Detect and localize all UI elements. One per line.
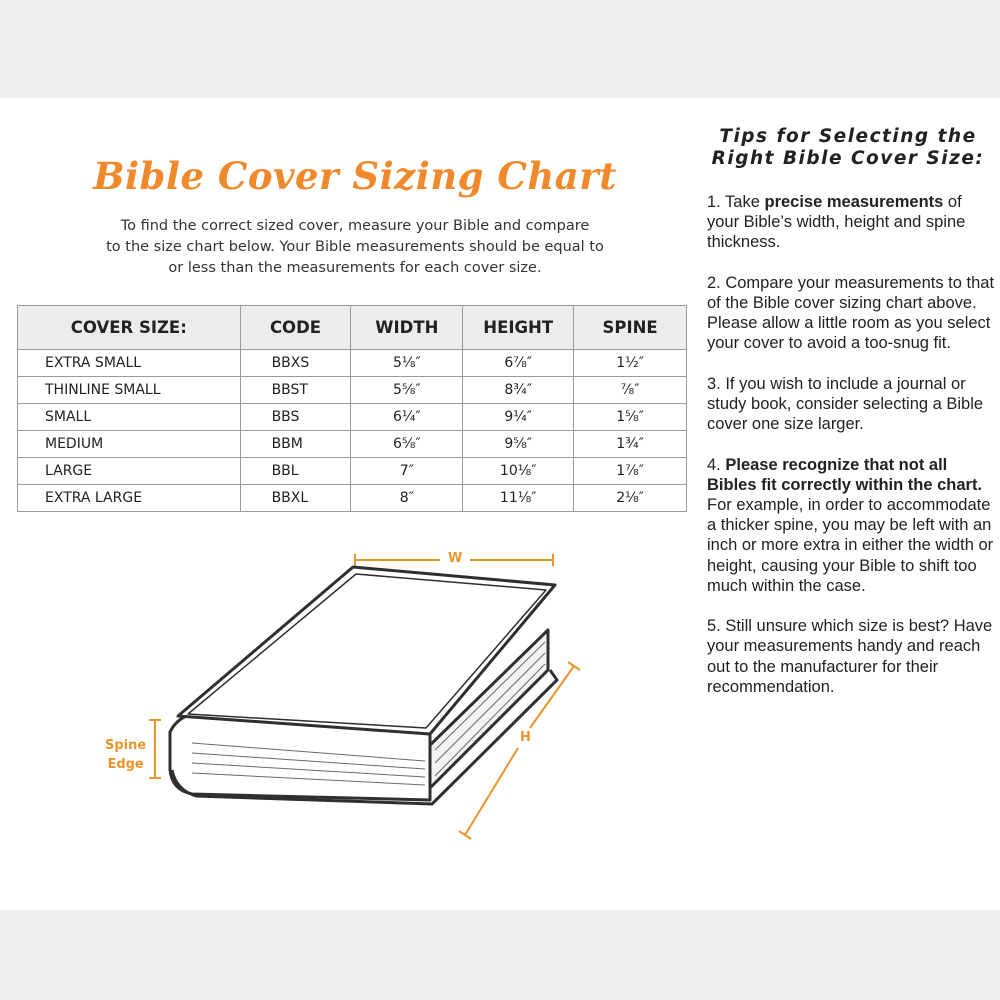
table-header-row bbox=[18, 306, 687, 350]
tip-3: 3. If you wish to include a journal or study book, consider selecting a Bible cover one size larger. bbox=[707, 374, 984, 434]
header-code: CODE bbox=[240, 306, 351, 350]
cell-spine: 2⅛″ bbox=[574, 485, 687, 512]
spine-label-line: Spine bbox=[105, 738, 147, 753]
cell-code: BBS bbox=[240, 404, 351, 431]
spine-label-line: Edge bbox=[107, 757, 144, 772]
cell-code: BBM bbox=[240, 431, 351, 458]
table-row bbox=[18, 485, 687, 512]
size-table bbox=[17, 305, 687, 512]
cell-size: THINLINE SMALL bbox=[18, 377, 241, 404]
cell-size: MEDIUM bbox=[18, 431, 241, 458]
tip-emphasis: precise measurements bbox=[764, 193, 944, 211]
table-row bbox=[18, 377, 687, 404]
cell-code: BBXL bbox=[240, 485, 351, 512]
tip-text: of your Bible’s width, height and spine thickness. bbox=[707, 193, 966, 252]
cell-height: 10⅛″ bbox=[463, 458, 574, 485]
tip-text: 1. Take bbox=[707, 193, 765, 211]
tip-5: 5. Still unsure which size is best? Have your measurements handy and reach out to the manufacturer for their recommendation. bbox=[707, 617, 993, 696]
cell-width: 5⅛″ bbox=[351, 350, 463, 377]
tips-heading-line: Tips for Selecting the bbox=[719, 126, 977, 147]
header-width: WIDTH bbox=[351, 306, 463, 350]
cell-spine: 1⅝″ bbox=[574, 404, 687, 431]
intro-line: To find the correct sized cover, measure your Bible and compare bbox=[120, 218, 590, 234]
cell-width: 6⅝″ bbox=[351, 431, 463, 458]
tip-text: For example, in order to accommodate a thicker spine, you may be left with an inch or more extra in either the width or height, causing your Bible to shift too much within the case. bbox=[707, 496, 994, 595]
tip-emphasis: Please recognize that not all Bibles fit correctly within the chart. bbox=[707, 455, 983, 494]
cell-width: 5⅝″ bbox=[351, 377, 463, 404]
cell-size: EXTRA LARGE bbox=[18, 485, 241, 512]
cell-width: 8″ bbox=[351, 485, 463, 512]
cell-height: 9¼″ bbox=[463, 404, 574, 431]
cell-height: 11⅛″ bbox=[463, 485, 574, 512]
page-title: Bible Cover Sizing Chart bbox=[93, 154, 617, 198]
cell-code: BBXS bbox=[240, 350, 351, 377]
cell-code: BBL bbox=[240, 458, 351, 485]
tip-2: 2. Compare your measurements to that of the Bible cover sizing chart above. Please allow a little room as you select your cover to avoid a too-snug fit. bbox=[707, 273, 995, 353]
cell-spine: 1⅞″ bbox=[574, 458, 687, 485]
cell-size: LARGE bbox=[18, 458, 241, 485]
cell-spine: 1½″ bbox=[574, 350, 687, 377]
intro-line: to the size chart below. Your Bible measurements should be equal to bbox=[106, 239, 604, 255]
width-label: W bbox=[448, 551, 463, 566]
cell-width: 7″ bbox=[351, 458, 463, 485]
tips-heading-line: Right Bible Cover Size: bbox=[711, 148, 985, 169]
sizing-chart-page bbox=[0, 98, 1000, 910]
tips-list bbox=[707, 192, 995, 717]
intro-line: or less than the measurements for each cover size. bbox=[168, 260, 542, 276]
spine-edge-label bbox=[105, 736, 146, 774]
height-label: H bbox=[520, 730, 531, 745]
table-row bbox=[18, 350, 687, 377]
book-icon bbox=[170, 567, 557, 804]
cell-height: 6⅞″ bbox=[463, 350, 574, 377]
tip-4 bbox=[707, 455, 995, 596]
table-row bbox=[18, 404, 687, 431]
cell-code: BBST bbox=[240, 377, 351, 404]
spine-dimension-line bbox=[149, 720, 161, 778]
tip-1 bbox=[707, 192, 995, 253]
table-row bbox=[18, 431, 687, 458]
cell-size: SMALL bbox=[18, 404, 241, 431]
tip-text: 4. bbox=[707, 455, 726, 474]
cell-height: 9⅝″ bbox=[463, 431, 574, 458]
cell-height: 8¾″ bbox=[463, 377, 574, 404]
header-cover-size: COVER SIZE: bbox=[18, 306, 241, 350]
cell-width: 6¼″ bbox=[351, 404, 463, 431]
tips-heading bbox=[700, 126, 996, 170]
cell-spine: 1¾″ bbox=[574, 431, 687, 458]
cell-spine: ⅞″ bbox=[574, 377, 687, 404]
table-row bbox=[18, 458, 687, 485]
book-diagram bbox=[0, 538, 700, 910]
intro-text bbox=[70, 216, 640, 279]
header-height: HEIGHT bbox=[463, 306, 574, 350]
cell-size: EXTRA SMALL bbox=[18, 350, 241, 377]
header-spine: SPINE bbox=[574, 306, 687, 350]
